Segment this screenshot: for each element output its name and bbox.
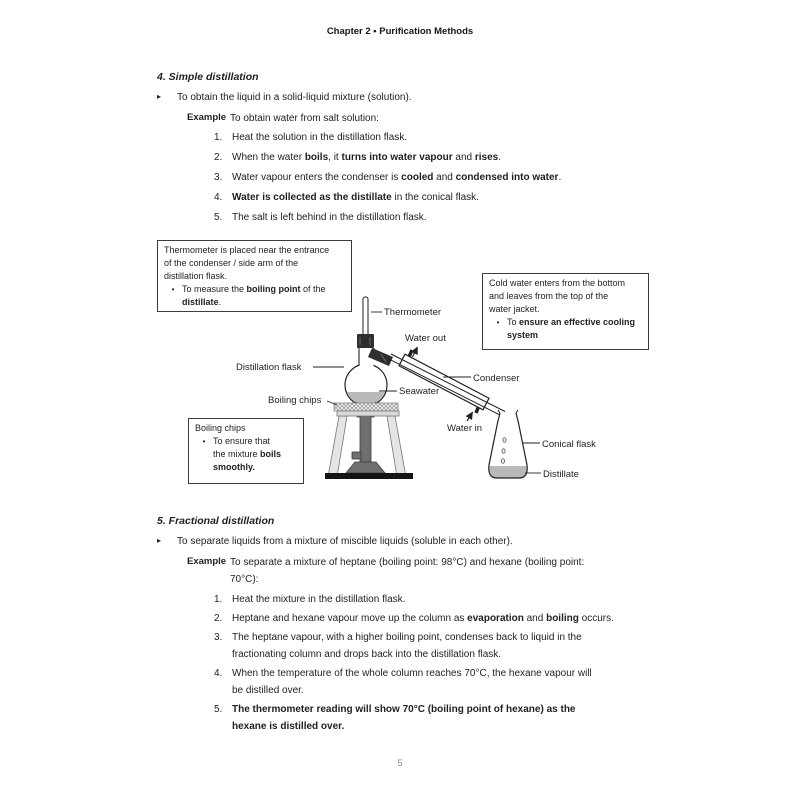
wire-gauze: [334, 403, 399, 416]
example-row: [187, 112, 660, 127]
dot-bullet-icon: •: [496, 318, 500, 327]
callout-boiling-chips: [188, 418, 304, 484]
bullet-text: To separate liquids from a mixture of miscible liquids (soluble in each other).: [177, 536, 513, 547]
bullet-text: To obtain the liquid in a solid-liquid mixture (solution).: [177, 92, 412, 103]
water-in-arrow: [467, 413, 472, 421]
label-conical-flask: Conical flask: [542, 439, 596, 450]
label-condenser: Condenser: [473, 373, 520, 384]
chapter-header: Chapter 2 • Purification Methods: [326, 26, 474, 37]
example-label: Example: [187, 556, 227, 567]
list-item: 1. Heat the mixture in the distillation flask.: [214, 594, 406, 605]
list-item: 5. The thermometer reading will show 70°C (boiling point of hexane) as the hexane is distilled over.: [214, 704, 576, 732]
list-item: 3. Water vapour enters the condenser is cooled and condensed into water.: [214, 172, 562, 183]
label-distillate: Distillate: [543, 469, 579, 480]
list-item: 2. When the water boils, it turns into water vapour and rises.: [214, 152, 502, 163]
callout-cooling: [482, 273, 649, 350]
callout-bullet: [195, 435, 298, 474]
bunsen-burner: [346, 412, 385, 473]
callout-title: Boiling chips: [195, 423, 246, 433]
thermometer-shape: [357, 297, 374, 348]
callout-bullet-text: To measure the boiling point of the distillate.: [182, 284, 326, 307]
section-bullet-line: [157, 92, 412, 103]
list-item: 2. Heptane and hexane vapour move up the column as evaporation and boiling occurs.: [214, 613, 614, 624]
label-water-in: Water in: [447, 423, 483, 434]
section-simple-distillation: [157, 71, 687, 231]
callout-bullet-text: To ensure that the mixture boils smoothly.: [213, 436, 282, 472]
callout-bullet: [164, 283, 346, 309]
list-item: 3. The heptane vapour, with a higher boiling point, condenses back to liquid in the fractionating column and drops back into the distillation flask.: [214, 632, 582, 660]
triangle-bullet-icon: ▸: [157, 536, 162, 545]
steps-list: [214, 131, 664, 231]
example-row: [187, 556, 660, 588]
example-text: To separate a mixture of heptane (boiling point: 98°C) and hexane (boiling point: 70°C):: [230, 557, 585, 585]
list-item: 4. When the temperature of the whole column reaches 70°C, the hexane vapour will be distilled over.: [214, 668, 592, 696]
water-out-arrow: [413, 348, 418, 357]
label-boiling-chips: Boiling chips: [268, 395, 322, 406]
example-text: To obtain water from salt solution:: [230, 113, 379, 124]
dot-bullet-icon: •: [171, 285, 175, 294]
section-bullet-line: [157, 536, 513, 547]
triangle-bullet-icon: ▸: [157, 92, 162, 101]
list-item: 1. Heat the solution in the distillation flask.: [214, 132, 408, 143]
dot-bullet-icon: •: [202, 437, 206, 446]
section-fractional-distillation: [157, 515, 687, 745]
steps-list: [214, 591, 664, 737]
callout-thermometer: [157, 240, 352, 312]
example-label: Example: [187, 112, 227, 123]
list-item: 4. Water is collected as the distillate in the conical flask.: [214, 192, 479, 203]
base-plate: [325, 473, 413, 479]
section-heading: 4. Simple distillation: [157, 71, 259, 83]
section-heading: 5. Fractional distillation: [157, 515, 275, 527]
label-distillation-flask: Distillation flask: [236, 362, 302, 373]
callout-paragraph: Cold water enters from the bottom and leaves from the top of the water jacket.: [489, 278, 626, 314]
list-item: 5. The salt is left behind in the distillation flask.: [214, 212, 427, 223]
label-seawater: Seawater: [399, 386, 440, 397]
page-number: 5: [397, 758, 403, 768]
callout-paragraph: Thermometer is placed near the entrance of the condenser / side arm of the distillation flask.: [164, 245, 330, 281]
label-thermometer: Thermometer: [384, 307, 442, 318]
label-water-out: Water out: [405, 333, 446, 344]
callout-bullet-text: To ensure an effective cooling system: [507, 317, 636, 340]
callout-bullet: [489, 316, 643, 342]
conical-flask-shape: [489, 410, 527, 478]
